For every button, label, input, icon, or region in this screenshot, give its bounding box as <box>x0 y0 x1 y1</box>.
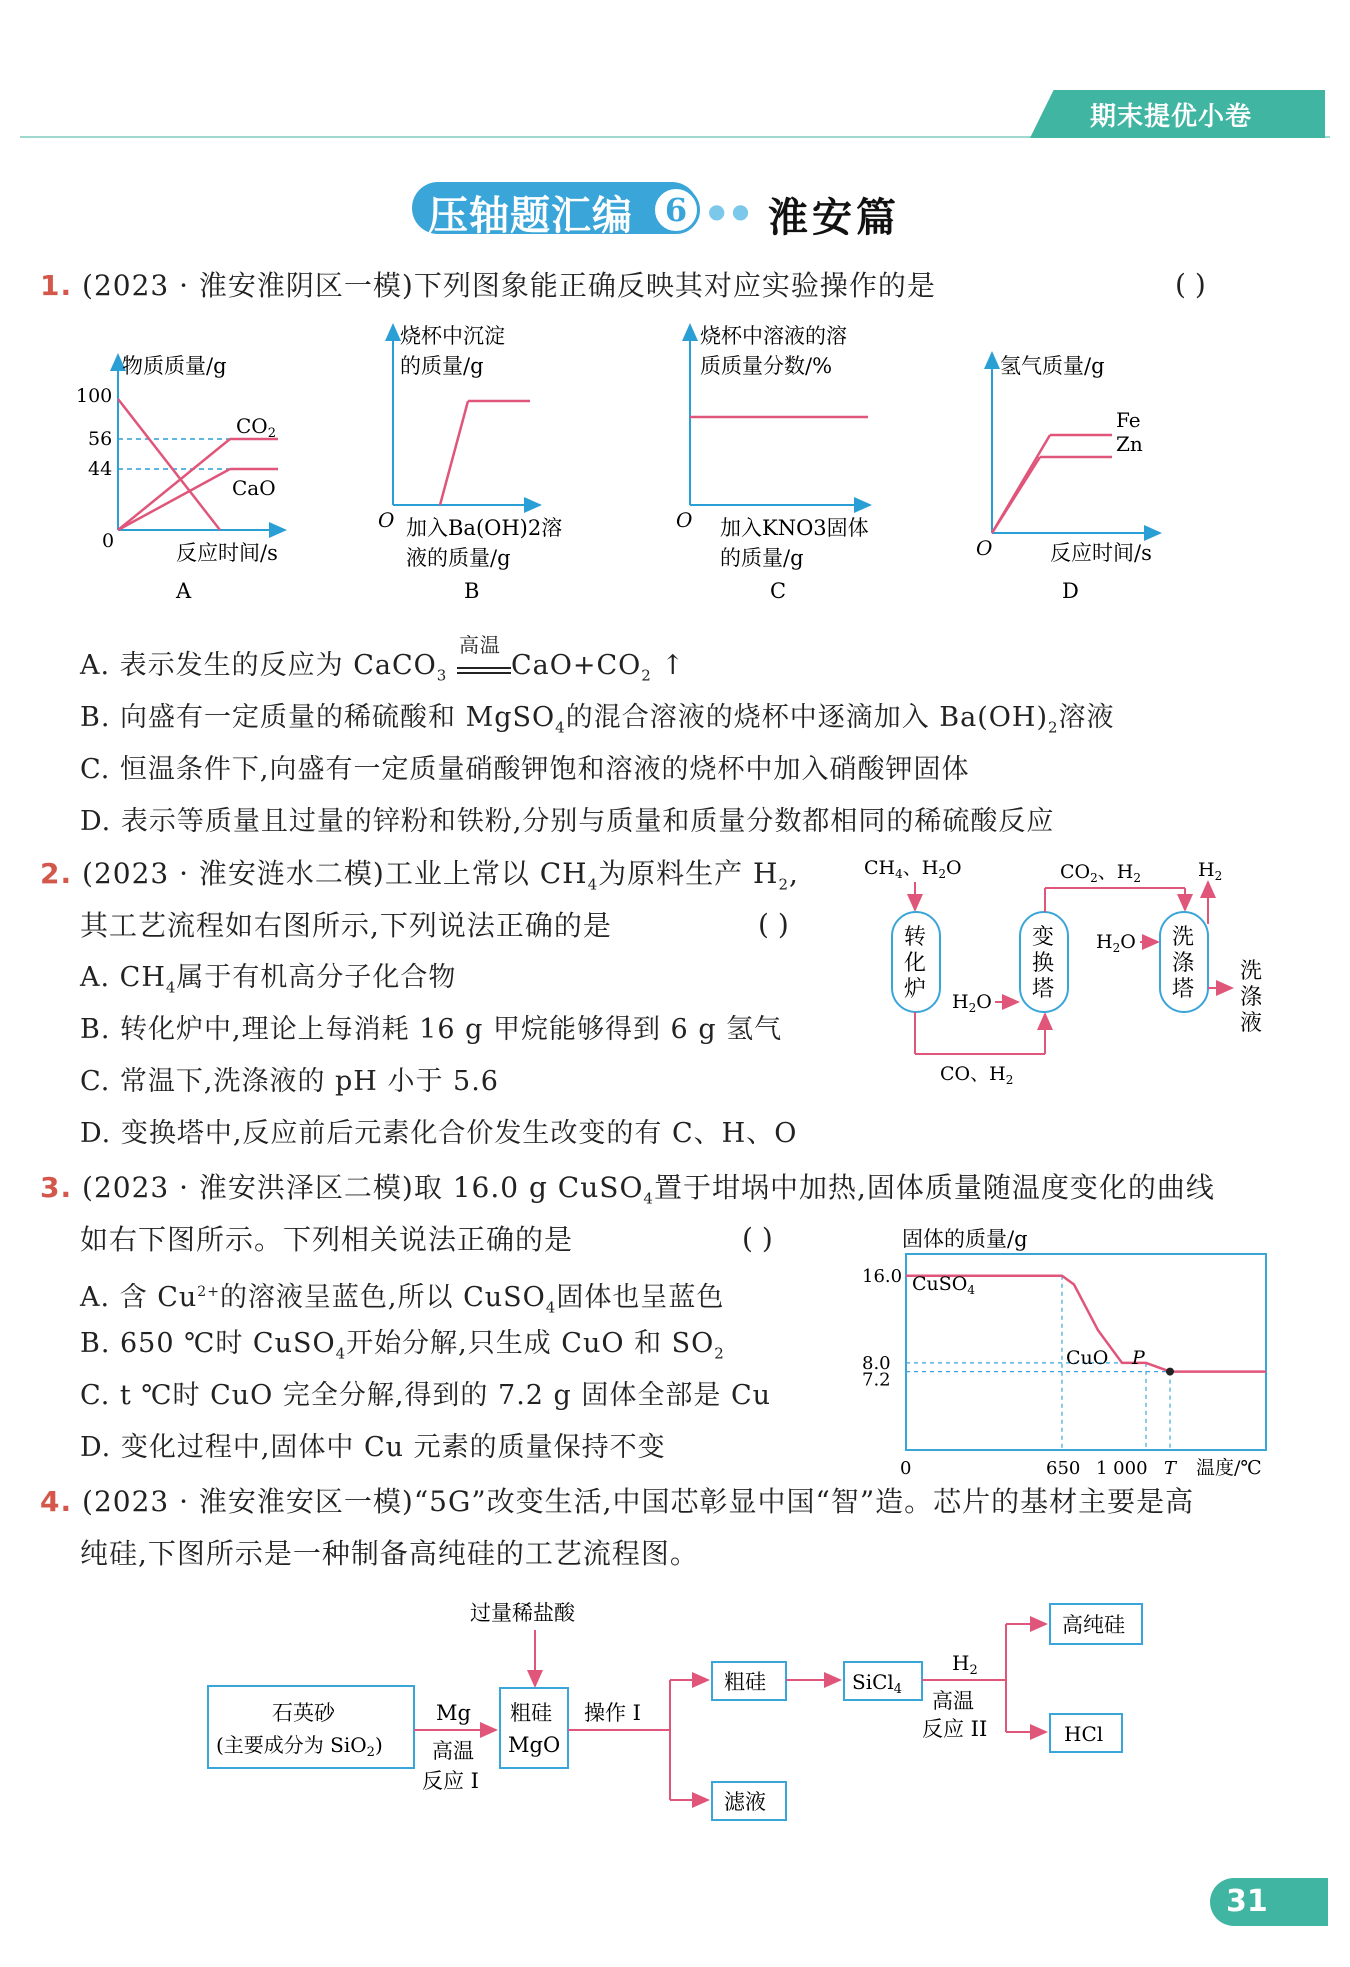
graph-b-xlabel-2: 液的质量/g <box>406 546 511 570</box>
q3-option-b-pre: B. 650 ℃时 CuSO <box>80 1328 336 1359</box>
q3-answer-paren[interactable]: ( ) <box>742 1222 773 1255</box>
q3-option-d[interactable]: D. 变化过程中,固体中 Cu 元素的质量保持不变 <box>80 1432 666 1463</box>
page-title: 压轴题汇编 <box>428 192 633 239</box>
graph-c-ylabel-1: 烧杯中溶液的溶 <box>700 324 847 348</box>
flow-liquid-char-2: 涤 <box>1240 985 1263 1010</box>
flow4-pure-si: 高纯硅 <box>1062 1613 1125 1637</box>
q1-answer-paren[interactable]: ( ) <box>1175 268 1206 301</box>
q3-chart <box>856 1218 1276 1480</box>
flow4-mg: Mg <box>436 1701 471 1725</box>
chart-annotation-cuo: CuO <box>1066 1347 1109 1369</box>
chart-annotation-p: P <box>1132 1347 1145 1369</box>
q1-option-a-arrow <box>457 633 511 674</box>
q3-option-a-post: 固体也呈蓝色 <box>556 1282 725 1313</box>
q1-option-b-pre: B. 向盛有一定质量的稀硫酸和 MgSO <box>80 702 556 733</box>
q3-option-b[interactable]: B. 650 ℃时 CuSO$_4$开始分解,只生成 CuO 和 $SO_2$ <box>80 1328 725 1363</box>
q1-option-b-mid: 的混合溶液的烧杯中逐滴加入 Ba(OH) <box>565 702 1048 733</box>
q1-text: (2023 · 淮安淮阴区一模)下列图象能正确反映其对应实验操作的是 <box>82 269 936 302</box>
q1-option-c[interactable]: C. 恒温条件下,向盛有一定质量硝酸钾饱和溶液的烧杯中加入硝酸钾固体 <box>80 754 970 785</box>
chart-xtick-2: 1 000 <box>1096 1458 1148 1479</box>
flow-water-1: $H_2O$ <box>952 991 992 1015</box>
q2-stem: 2. (2023 · 淮安涟水二模)工业上常以 $CH_4$为原料生产 $H_2$, <box>40 857 799 894</box>
graph-b-xlabel-1: 加入Ba(OH)2溶 <box>406 516 563 540</box>
flow-water-2: $H_2O$ <box>1096 931 1136 955</box>
q1-option-a-pre: A. 表示发生的反应为 CaCO <box>80 650 437 681</box>
q2-text-1b: 为原料生产 H <box>598 857 779 890</box>
title-dots: ● ● <box>708 199 750 223</box>
flow-mid-bottom: CO、$H_2$ <box>940 1063 1014 1087</box>
q2-stem-2: 其工艺流程如右图所示,下列说法正确的是 <box>80 909 612 942</box>
flow4-sicl4: SiCl$_4$ <box>852 1670 903 1697</box>
q3-text-1b: 置于坩埚中加热,固体质量随温度变化的曲线 <box>653 1171 1215 1204</box>
flow-liquid-char-3: 液 <box>1240 1011 1263 1036</box>
q4-text-1: (2023 · 淮安淮安区一模)“5G”改变生活,中国芯彰显中国“智”造。芯片的基材主要是高 <box>82 1485 1195 1518</box>
graph-a-label-cao: CaO <box>232 476 276 500</box>
q2-option-a-pre: A. CH <box>80 962 166 993</box>
graph-b-ylabel-1: 烧杯中沉淀 <box>400 324 505 348</box>
q4-number: 4. <box>40 1485 73 1518</box>
graph-c-xlabel-1: 加入KNO3固体 <box>720 516 869 540</box>
q4-stem <box>40 1484 1194 1520</box>
chart-ylabel: 固体的质量/g <box>902 1227 1028 1251</box>
graph-c-origin: O <box>676 508 693 532</box>
flow-tower1-char-1: 变 <box>1032 925 1055 950</box>
title-number: 6 <box>652 186 700 234</box>
graph-c-xlabel-2: 的质量/g <box>720 546 804 570</box>
graph-d-ylabel: 氢气质量/g <box>1000 354 1105 378</box>
flow4-quartz-2: (主要成分为 SiO$_2$) <box>216 1733 383 1760</box>
q1-graphs <box>40 315 1290 615</box>
q4-stem-2: 纯硅,下图所示是一种制备高纯硅的工艺流程图。 <box>80 1537 699 1570</box>
chart-xlabel: 温度/℃ <box>1196 1457 1262 1479</box>
q3-stem-2: 如右下图所示。下列相关说法正确的是 <box>80 1223 574 1256</box>
q2-flow-diagram <box>860 848 1280 1098</box>
q3-option-a-pre: A. 含 Cu <box>80 1282 198 1313</box>
flow-furnace-char-1: 转 <box>904 925 927 950</box>
header-tab-label: 期末提优小卷 <box>1090 102 1253 132</box>
flow-top-mid: $CO_2$、$H_2$ <box>1060 861 1141 885</box>
q1-option-a[interactable]: A. 表示发生的反应为 CaCO$_3$ 高温 $CaO+CO_2$ ↑ <box>80 648 685 693</box>
flow-input-top: $CH_4$、$H_2O$ <box>864 857 962 881</box>
graph-d-xlabel: 反应时间/s <box>1050 541 1152 565</box>
flow4-reaction-1: 反应 I <box>422 1769 479 1793</box>
q2-number: 2. <box>40 857 73 890</box>
flow-tower1-char-2: 换 <box>1032 951 1055 976</box>
graph-d-letter: D <box>1062 579 1079 603</box>
q3-option-a-mid: 的溶液呈蓝色,所以 CuSO <box>219 1282 546 1313</box>
flow-tower2-char-3: 塔 <box>1172 977 1195 1002</box>
q4-flow-diagram <box>200 1590 1160 1840</box>
graph-a-tick-100: 100 <box>76 385 113 407</box>
graph-b-ylabel-2: 的质量/g <box>400 354 484 378</box>
q2-option-b[interactable]: B. 转化炉中,理论上每消耗 16 g 甲烷能够得到 6 g 氢气 <box>80 1014 783 1045</box>
flow4-reaction-2: 反应 II <box>922 1717 988 1741</box>
graph-a-ylabel: 物质质量/g <box>122 354 227 378</box>
q1-number: 1. <box>40 269 73 302</box>
graph-d-label-zn: Zn <box>1116 432 1143 456</box>
q2-option-c[interactable]: C. 常温下,洗涤液的 pH 小于 5.6 <box>80 1066 499 1097</box>
q2-option-a-post: 属于有机高分子化合物 <box>176 962 457 993</box>
graph-c <box>676 324 870 603</box>
flow4-filtrate: 滤液 <box>724 1790 766 1814</box>
flow4-crude: 粗硅 <box>724 1670 766 1694</box>
graph-c-letter: C <box>770 579 787 603</box>
q1-option-d[interactable]: D. 表示等质量且过量的锌粉和铁粉,分别与质量和质量分数都相同的稀硫酸反应 <box>80 806 1055 837</box>
flow4-hightemp-1: 高温 <box>432 1739 474 1763</box>
chart-point-p <box>1166 1368 1174 1376</box>
q1-stem <box>40 268 936 304</box>
q1-option-a-post: CaO+CO <box>510 650 642 681</box>
graph-a-label-co2: $CO_2$ <box>236 414 276 441</box>
page-subtitle: 淮安篇 <box>768 194 900 241</box>
graph-a-tick-0: 0 <box>102 530 115 552</box>
q3-stem: 3. (2023 · 淮安洪泽区二模)取 16.0 g CuSO$_4$置于坩埚中加热,固体质量随温度变化的曲线 <box>40 1171 1215 1208</box>
flow-liquid-char-1: 洗 <box>1240 959 1263 984</box>
graph-a-letter: A <box>176 579 192 603</box>
graph-a <box>76 354 285 603</box>
flow4-hcl: HCl <box>1064 1722 1104 1746</box>
q3-option-a[interactable]: A. 含 $Cu^{2+}$的溶液呈蓝色,所以 CuSO$_4$固体也呈蓝色 <box>80 1282 725 1317</box>
q2-option-a[interactable]: A. $CH_4$属于有机高分子化合物 <box>80 962 457 997</box>
graph-c-ylabel-2: 质质量分数/% <box>700 354 833 378</box>
q2-answer-paren[interactable]: ( ) <box>758 908 789 941</box>
chart-ytick-2: 7.2 <box>862 1369 891 1391</box>
flow4-quartz-1: 石英砂 <box>272 1701 335 1725</box>
graph-b-origin: O <box>378 508 395 532</box>
flow4-operation: 操作 I <box>584 1701 641 1725</box>
flow-furnace-char-2: 化 <box>904 951 927 976</box>
q2-text-1: (2023 · 淮安涟水二模)工业上常以 CH <box>82 857 588 890</box>
graph-a-tick-56: 56 <box>88 428 113 450</box>
chart-ytick-0: 16.0 <box>862 1265 903 1287</box>
chart-ytick-1: 8.0 <box>862 1352 891 1374</box>
flow-tower1-char-3: 塔 <box>1032 977 1055 1002</box>
graph-a-xlabel: 反应时间/s <box>176 541 278 565</box>
flow4-acid: 过量稀盐酸 <box>470 1601 575 1625</box>
q3-number: 3. <box>40 1171 73 1204</box>
flow-tower2-char-1: 洗 <box>1172 925 1195 950</box>
graph-b-letter: B <box>464 579 480 603</box>
flow4-hightemp-2: 高温 <box>932 1689 974 1713</box>
flow4-mix-2: MgO <box>508 1733 561 1757</box>
flow-tower2-char-2: 涤 <box>1172 951 1195 976</box>
graph-d-origin: O <box>976 536 993 560</box>
chart-xtick-1: 650 <box>1046 1458 1081 1479</box>
page-number: 31 <box>1226 1884 1268 1919</box>
flow-furnace-char-3: 炉 <box>904 977 927 1002</box>
flow4-mix-1: 粗硅 <box>510 1701 552 1725</box>
graph-d-label-fe: Fe <box>1116 408 1141 432</box>
q1-option-b[interactable]: B. 向盛有一定质量的稀硫酸和 MgSO$_4$的混合溶液的烧杯中逐滴加入 $Ba(OH)_2$溶液 <box>80 702 1115 737</box>
q3-option-b-post: 开始分解,只生成 CuO 和 SO <box>346 1328 715 1359</box>
chart-xtick-0: 0 <box>900 1458 912 1479</box>
graph-a-tick-44: 44 <box>88 458 113 480</box>
flow4-h2: $H_2$ <box>952 1651 978 1678</box>
graph-b <box>378 324 562 603</box>
chart-xtick-3: T <box>1164 1458 1177 1479</box>
chart-annotation-cuso4: CuSO$_4$ <box>912 1273 976 1297</box>
q2-option-d[interactable]: D. 变换塔中,反应前后元素化合价发生改变的有 C、H、O <box>80 1118 798 1149</box>
q3-option-c[interactable]: C. t ℃时 CuO 完全分解,得到的 7.2 g 固体全部是 Cu <box>80 1380 772 1411</box>
q1-option-a-condition: 高温 <box>458 633 501 657</box>
flow-out-top: $H_2$ <box>1198 859 1223 883</box>
q3-text-1: (2023 · 淮安洪泽区二模)取 16.0 g CuSO <box>82 1171 644 1204</box>
q1-option-b-end: 溶液 <box>1058 702 1115 733</box>
graph-d <box>976 353 1160 603</box>
